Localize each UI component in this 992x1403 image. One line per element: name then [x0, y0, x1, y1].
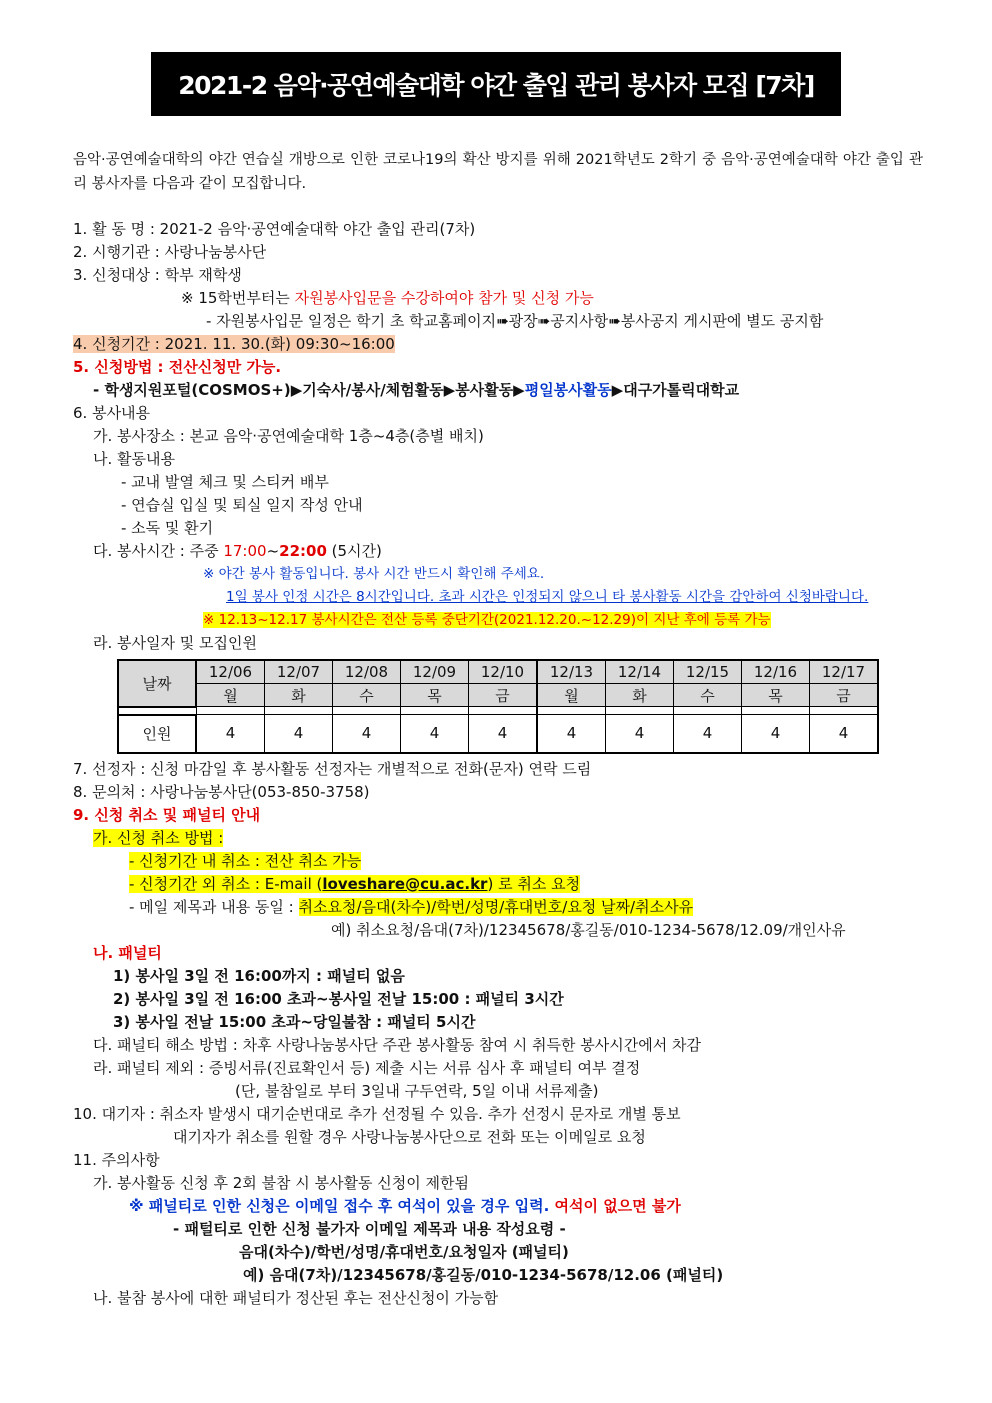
- count-label: 인원: [118, 715, 196, 753]
- cancel-mail-format: [73, 896, 923, 919]
- section-6: 6. 봉사내용: [73, 404, 151, 422]
- section-9-na: 나. 패널티: [93, 943, 162, 962]
- count-cell: 4: [674, 715, 742, 753]
- cancel-in-period-text: - 신청기간 내 취소 : 전산 취소 가능: [129, 851, 362, 870]
- path-dorm: 기숙사/봉사/체험활동: [302, 381, 444, 399]
- intro-paragraph: 음악·공연예술대학의 야간 연습실 개방으로 인한 코로나19의 확산 방지를 위해 2021학년도 2학기 중 음악·공연예술대학 야간 출입 관리 봉사자를 다음과 같이 모집합니다.: [73, 152, 923, 192]
- section-11: 11. 주의사항: [73, 1150, 160, 1169]
- section-9-ra-detail: (단, 불참일로 부터 3일내 구두연락, 5일 이내 서류제출): [235, 1081, 599, 1100]
- section-6-na: 나. 활동내용: [93, 450, 175, 468]
- date-cell: 12/06: [196, 660, 265, 684]
- night-note: ※ 야간 봉사 활동입니다. 봉사 시간 반드시 확인해 주세요.: [203, 566, 545, 582]
- penalty-item: 3) 봉사일 전날 15:00 초과~당일불참 : 패널티 5시간: [113, 1012, 476, 1031]
- path-arrow-icon: ▶: [513, 381, 525, 399]
- path-dash: -: [93, 381, 105, 399]
- count-cell: 4: [333, 715, 401, 753]
- penalty-item: 2) 봉사일 3일 전 16:00 초과~봉사일 전날 15:00 : 패널티 3시간: [113, 989, 564, 1008]
- activity-item: - 소독 및 환기: [121, 519, 214, 537]
- day-cell: 월: [537, 684, 606, 707]
- section-9-ra: 라. 패널티 제외 : 증빙서류(진료확인서 등) 제출 시는 서류 심사 후 패널티 여부 결정: [93, 1058, 641, 1077]
- note-requirement: 자원봉사입문을 수강하여야 참가 및 신청 가능: [294, 289, 594, 307]
- path-weekday: 평일봉사활동: [524, 381, 612, 399]
- day-cell: 금: [469, 684, 538, 707]
- date-label: 날짜: [118, 660, 196, 707]
- count-cell: 4: [810, 715, 879, 753]
- path-arrow-icon: ▶: [611, 381, 624, 399]
- count-cell: 4: [401, 715, 469, 753]
- section-4: [73, 333, 923, 356]
- section-9-da: 다. 패널티 해소 방법 : 차후 사랑나눔봉사단 주관 봉사활동 참여 시 취득한 봉사시간에서 차감: [93, 1035, 701, 1054]
- section-11-sub3: 예) 음대(7차)/12345678/홍길동/010-1234-5678/12.06 (패널티): [243, 1265, 724, 1284]
- path-volunteer: 봉사활동: [455, 381, 514, 399]
- section-6-ga: 가. 봉사장소 : 본교 음악·공연예술대학 1층~4층(층별 배치): [93, 427, 484, 445]
- hours-end: 22:00: [279, 542, 327, 560]
- section-9: 9. 신청 취소 및 패널티 안내: [73, 805, 261, 824]
- section-5-path: [73, 379, 923, 402]
- mail-format-prefix: - 메일 제목과 내용 동일 :: [129, 897, 299, 916]
- document-body: [73, 148, 923, 1310]
- cancel-method-heading: 가. 신청 취소 방법 :: [93, 828, 224, 847]
- day-cell: 수: [333, 684, 401, 707]
- activity-item: - 교내 발열 체크 및 스티커 배부: [121, 473, 329, 491]
- penalty-note-red: 여석이 없으면 불가: [554, 1196, 681, 1215]
- section-11-ga: 가. 봉사활동 신청 후 2회 불참 시 봉사활동 신청이 제한됨: [93, 1173, 470, 1192]
- penalty-note-blue: ※ 패널티로 인한 신청은 이메일 접수 후 여석이 있을 경우 입력.: [129, 1196, 555, 1215]
- note-prefix: ※ 15학번부터는: [181, 289, 295, 307]
- cancel-in-period: [73, 850, 923, 873]
- date-cell: 12/16: [742, 660, 810, 684]
- count-cell: 4: [196, 715, 265, 753]
- date-cell: 12/13: [537, 660, 606, 684]
- schedule-dates-row: [118, 660, 878, 684]
- hours-suffix: (5시간): [326, 542, 382, 560]
- path-portal: 학생지원포털(COSMOS+): [104, 381, 291, 399]
- schedule-table: [117, 659, 879, 754]
- section-3: 3. 신청대상 : 학부 재학생: [73, 266, 242, 284]
- registration-note: [73, 609, 923, 632]
- penalty-item: 1) 봉사일 3일 전 16:00까지 : 패널티 없음: [113, 966, 405, 985]
- date-cell: 12/14: [606, 660, 674, 684]
- cancel-out-suffix: ) 로 취소 요청: [487, 874, 581, 893]
- hours-prefix: 다. 봉사시간 : 주중: [93, 542, 224, 560]
- day-cell: 화: [265, 684, 333, 707]
- section-11-na: 나. 불참 봉사에 대한 패널티가 정산된 후는 전산신청이 가능함: [93, 1288, 499, 1307]
- section-7: 7. 선정자 : 신청 마감일 후 봉사활동 선정자는 개별적으로 전화(문자) 연락 드림: [73, 759, 592, 778]
- mail-format-text: 취소요청/음대(차수)/학번/성명/휴대번호/요청 날짜/취소사유: [298, 897, 694, 916]
- hours-sep: ~: [266, 542, 280, 560]
- cancel-mail-example: 예) 취소요청/음대(7차)/12345678/홍길동/010-1234-5678/12.09/개인사유: [331, 920, 846, 939]
- path-arrow-icon: ▶: [443, 381, 456, 399]
- section-5: 5. 신청방법 : 전산신청만 가능.: [73, 358, 282, 376]
- section-3-note: [73, 287, 923, 310]
- hours-start: 17:00: [223, 542, 267, 560]
- section-11-sub2: 음대(차수)/학번/성명/휴대번호/요청일자 (패널티): [239, 1242, 569, 1261]
- date-cell: 12/07: [265, 660, 333, 684]
- section-11-note: [73, 1195, 923, 1218]
- section-10-detail: 대기자가 취소를 원할 경우 사랑나눔봉사단으로 전화 또는 이메일로 요청: [173, 1127, 646, 1146]
- section-11-sub1: - 패털티로 인한 신청 불가자 이메일 제목과 내용 작성요령 -: [173, 1219, 566, 1238]
- day-cell: 금: [810, 684, 879, 707]
- email-link[interactable]: loveshare@cu.ac.kr: [322, 874, 488, 893]
- section-10: 10. 대기자 : 취소자 발생시 대기순번대로 추가 선정될 수 있음. 추가 선정시 문자로 개별 통보: [73, 1104, 681, 1123]
- cancel-out-period-text: [129, 875, 580, 893]
- hours-note-text: 1일 봉사 인정 시간은 8시간입니다. 초과 시간은 인정되지 않으니 타 봉사활동 시간을 감안하여 신청바랍니다.: [226, 589, 869, 605]
- section-6-da: [73, 540, 923, 563]
- day-cell: 목: [401, 684, 469, 707]
- schedule-count-row: [118, 715, 878, 753]
- activity-item: - 연습실 입실 및 퇴실 일지 작성 안내: [121, 496, 363, 514]
- count-cell: 4: [742, 715, 810, 753]
- section-2: 2. 시행기관 : 사랑나눔봉사단: [73, 243, 267, 261]
- day-cell: 화: [606, 684, 674, 707]
- section-6-ra: 라. 봉사일자 및 모집인원: [93, 634, 257, 652]
- date-cell: 12/17: [810, 660, 879, 684]
- section-9-ga: [73, 827, 923, 850]
- path-arrow-icon: ▶: [290, 381, 303, 399]
- count-cell: 4: [537, 715, 606, 753]
- day-cell: 수: [674, 684, 742, 707]
- hours-note: [73, 586, 923, 609]
- section-3-note2: - 자원봉사입문 일정은 학기 초 학교홈페이지➠광장➠공지사항➠봉사공지 게시판에 별도 공지함: [206, 312, 824, 330]
- count-cell: 4: [606, 715, 674, 753]
- date-cell: 12/10: [469, 660, 538, 684]
- date-cell: 12/08: [333, 660, 401, 684]
- registration-note-text: ※ 12.13~12.17 봉사시간은 전산 등록 중단기간(2021.12.20.~12.29)이 지난 후에 등록 가능: [203, 612, 771, 628]
- day-cell: 월: [196, 684, 265, 707]
- count-cell: 4: [469, 715, 538, 753]
- count-cell: 4: [265, 715, 333, 753]
- application-period: 4. 신청기간 : 2021. 11. 30.(화) 09:30~16:00: [73, 335, 395, 353]
- date-cell: 12/15: [674, 660, 742, 684]
- day-cell: 목: [742, 684, 810, 707]
- cancel-out-period: [73, 873, 923, 896]
- date-cell: 12/09: [401, 660, 469, 684]
- cancel-out-prefix: - 신청기간 외 취소 : E-mail (: [129, 874, 323, 893]
- section-1: 1. 활 동 명 : 2021-2 음악·공연예술대학 야간 출입 관리(7차): [73, 220, 476, 238]
- schedule-days-row: [118, 684, 878, 707]
- path-university: 대구가톨릭대학교: [623, 381, 740, 399]
- page-title: 2021-2 음악·공연예술대학 야간 출입 관리 봉사자 모집 [7차]: [151, 52, 841, 116]
- section-8: 8. 문의처 : 사랑나눔봉사단(053-850-3758): [73, 782, 370, 801]
